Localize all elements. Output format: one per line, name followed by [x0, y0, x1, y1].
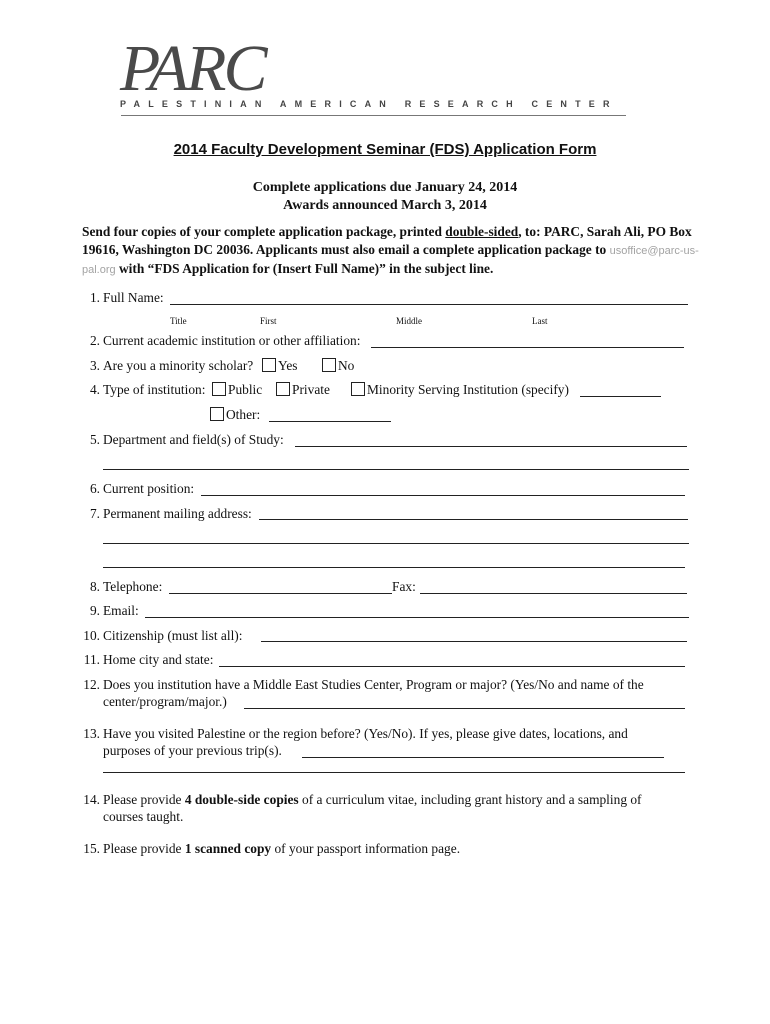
q2-number: 2. — [89, 333, 100, 348]
institution-minority-option[interactable] — [351, 382, 569, 398]
deadline-info — [0, 179, 770, 215]
citizenship-field[interactable] — [261, 641, 687, 642]
q11-label: Home city and state: — [103, 652, 214, 667]
q14-post: of a curriculum vitae, including grant history and a sampling of — [298, 792, 642, 807]
organization-name: PALESTINIAN AMERICAN RESEARCH CENTER — [120, 99, 618, 109]
q1-label: Full Name: — [103, 290, 164, 305]
minority-yes-option[interactable] — [262, 358, 297, 374]
email-field[interactable] — [145, 617, 689, 618]
q3-label: Are you a minority scholar? — [103, 358, 254, 373]
q11-number: 11. — [83, 652, 100, 667]
institution-private-option[interactable] — [276, 382, 330, 398]
minority-specify-field[interactable] — [580, 396, 661, 397]
due-date-line: Complete applications due January 24, 2014 — [252, 180, 518, 195]
q14-label-line-2: courses taught. — [103, 809, 184, 824]
mailing-address-line-2[interactable] — [103, 543, 689, 544]
q8-number: 8. — [89, 579, 100, 594]
q15-pre: Please provide — [103, 841, 185, 856]
mailing-address-field[interactable] — [259, 519, 688, 520]
home-city-field[interactable] — [219, 666, 685, 667]
institution-public-option[interactable] — [212, 382, 262, 398]
q13-label-line-2: purposes of your previous trip(s). — [103, 743, 282, 758]
q5-number: 5. — [89, 432, 100, 447]
q9-number: 9. — [89, 603, 100, 618]
name-title-caption: Title — [170, 316, 187, 326]
intro-text-3: with “FDS Application for (Insert Full Name)” in the subject line. — [115, 261, 494, 276]
q4-label: Type of institution: — [103, 382, 206, 397]
fax-field[interactable] — [420, 593, 687, 594]
q14-bold: 4 double-side copies — [184, 792, 299, 807]
name-middle-caption: Middle — [396, 316, 422, 326]
logo-divider — [121, 115, 626, 116]
public-label: Public — [228, 382, 263, 397]
q9-label: Email: — [103, 603, 139, 618]
q6-number: 6. — [89, 481, 100, 496]
department-field[interactable] — [295, 446, 687, 447]
other-specify-field[interactable] — [269, 421, 391, 422]
department-field-line-2[interactable] — [103, 469, 689, 470]
form-title: 2014 Faculty Development Seminar (FDS) Application Form — [173, 141, 597, 158]
mailing-address-line-3[interactable] — [103, 567, 685, 568]
q10-number: 10. — [83, 628, 100, 643]
q4-number: 4. — [89, 382, 100, 397]
previous-trips-field[interactable] — [302, 757, 664, 758]
mes-center-field[interactable] — [244, 708, 685, 709]
q3-number: 3. — [89, 358, 100, 373]
q12-label-line-1: Does you institution have a Middle East Studies Center, Program or major? (Yes/No and name of the — [103, 677, 644, 692]
q10-label: Citizenship (must list all): — [103, 628, 243, 643]
other-label: Other: — [226, 407, 261, 422]
q1-number: 1. — [89, 290, 100, 305]
name-last-caption: Last — [532, 316, 548, 326]
fax-label: Fax: — [392, 579, 416, 594]
q12-label-line-2: center/program/major.) — [103, 694, 227, 709]
q14-pre: Please provide — [103, 792, 185, 807]
institution-other-option[interactable] — [210, 407, 260, 423]
intro-text-1: Send four copies of your complete application package, printed — [82, 224, 446, 239]
q8-label: Telephone: — [103, 579, 163, 594]
q14-label-line-1 — [103, 792, 642, 808]
intro-text-2: , to: PARC, Sarah Ali, PO Box 19616, Washington DC 20036. Applicants must also email a complete application package to — [82, 224, 692, 257]
other-checkbox[interactable] — [210, 407, 224, 421]
q7-number: 7. — [89, 506, 100, 521]
minority-yes-label: Yes — [278, 358, 298, 373]
q15-label — [103, 841, 460, 857]
intro-double-sided: double-sided — [445, 224, 519, 239]
q13-number: 13. — [83, 726, 100, 741]
public-checkbox[interactable] — [212, 382, 226, 396]
affiliation-field[interactable] — [371, 347, 684, 348]
minority-yes-checkbox[interactable] — [262, 358, 276, 372]
full-name-field[interactable] — [170, 304, 688, 305]
q13-label-line-1: Have you visited Palestine or the region before? (Yes/No). If yes, please give dates, locations, and — [103, 726, 628, 741]
private-label: Private — [292, 382, 330, 397]
parc-logo — [118, 30, 338, 98]
q5-label: Department and field(s) of Study: — [103, 432, 284, 447]
private-checkbox[interactable] — [276, 382, 290, 396]
minority-serving-checkbox[interactable] — [351, 382, 365, 396]
current-position-field[interactable] — [201, 495, 685, 496]
minority-no-checkbox[interactable] — [322, 358, 336, 372]
submission-instructions — [82, 223, 702, 279]
previous-trips-line-2[interactable] — [103, 772, 685, 773]
q14-number: 14. — [83, 792, 100, 807]
contact-email-link[interactable]: usoffice@parc-us-pal.org — [82, 245, 699, 276]
q12-number: 12. — [83, 677, 100, 692]
awards-date-line: Awards announced March 3, 2014 — [283, 198, 487, 213]
name-first-caption: First — [260, 316, 277, 326]
logo-wordmark: PARC — [120, 32, 265, 98]
q15-bold: 1 scanned copy — [184, 841, 272, 856]
minority-no-label: No — [338, 358, 355, 373]
q15-number: 15. — [83, 841, 100, 856]
telephone-field[interactable] — [169, 593, 392, 594]
q15-post: of your passport information page. — [271, 841, 461, 856]
q2-label: Current academic institution or other affiliation: — [103, 333, 361, 348]
minority-serving-label: Minority Serving Institution (specify) — [367, 382, 569, 397]
q7-label: Permanent mailing address: — [103, 506, 252, 521]
minority-no-option[interactable] — [322, 358, 354, 374]
q6-label: Current position: — [103, 481, 195, 496]
